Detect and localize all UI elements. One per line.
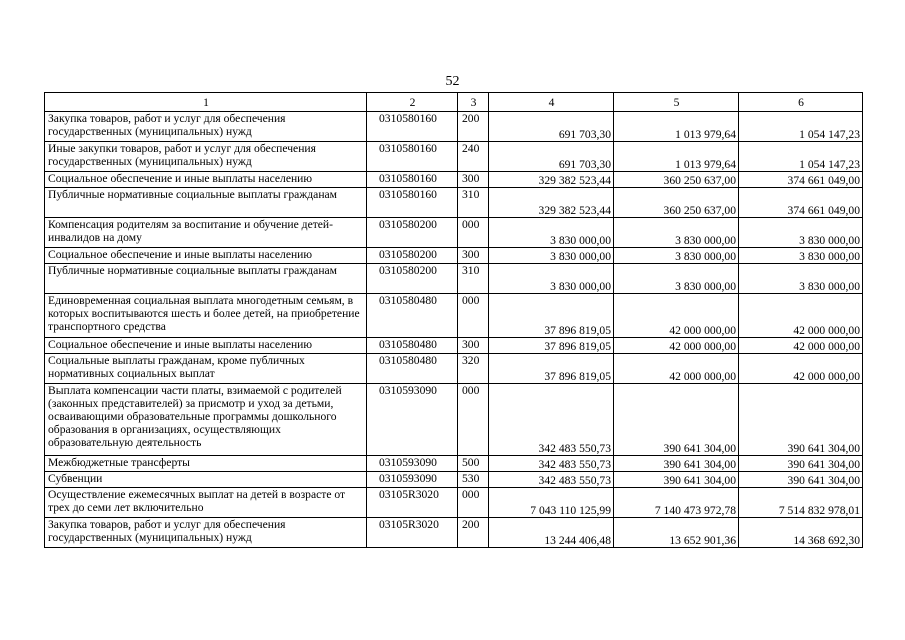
- target-code: 0310580200: [367, 218, 458, 248]
- header-row: [45, 93, 863, 112]
- row-label: Осуществление ежемесячных выплат на детей в возрасте от трех до семи лет включительно: [45, 488, 367, 518]
- target-code: 0310580160: [367, 142, 458, 172]
- table-row: [45, 338, 863, 354]
- expense-type-code: 300: [458, 248, 489, 264]
- amount-year-3: 3 830 000,00: [739, 248, 863, 264]
- column-header: 3: [458, 93, 489, 112]
- amount-year-3: 42 000 000,00: [739, 294, 863, 338]
- amount-year-1: 3 830 000,00: [489, 264, 614, 294]
- expense-type-code: 530: [458, 472, 489, 488]
- expense-type-code: 000: [458, 488, 489, 518]
- table-row: [45, 294, 863, 338]
- expense-type-code: 000: [458, 218, 489, 248]
- table-row: [45, 248, 863, 264]
- amount-year-1: 329 382 523,44: [489, 172, 614, 188]
- amount-year-2: 360 250 637,00: [614, 188, 739, 218]
- table-row: [45, 172, 863, 188]
- amount-year-2: 13 652 901,36: [614, 518, 739, 548]
- amount-year-1: 691 703,30: [489, 112, 614, 142]
- target-code: 0310580480: [367, 338, 458, 354]
- row-label: Субвенции: [45, 472, 367, 488]
- amount-year-1: 342 483 550,73: [489, 384, 614, 456]
- amount-year-2: 1 013 979,64: [614, 112, 739, 142]
- amount-year-3: 14 368 692,30: [739, 518, 863, 548]
- amount-year-1: 3 830 000,00: [489, 218, 614, 248]
- amount-year-3: 390 641 304,00: [739, 384, 863, 456]
- table-row: [45, 142, 863, 172]
- amount-year-3: 374 661 049,00: [739, 188, 863, 218]
- column-header: 1: [45, 93, 367, 112]
- amount-year-1: 7 043 110 125,99: [489, 488, 614, 518]
- expense-type-code: 310: [458, 188, 489, 218]
- amount-year-3: 390 641 304,00: [739, 472, 863, 488]
- row-label: Публичные нормативные социальные выплаты гражданам: [45, 188, 367, 218]
- table-row: [45, 354, 863, 384]
- expense-type-code: 000: [458, 384, 489, 456]
- expense-type-code: 300: [458, 338, 489, 354]
- amount-year-2: 42 000 000,00: [614, 354, 739, 384]
- amount-year-2: 360 250 637,00: [614, 172, 739, 188]
- expense-type-code: 200: [458, 518, 489, 548]
- amount-year-2: 7 140 473 972,78: [614, 488, 739, 518]
- table-row: [45, 472, 863, 488]
- expense-type-code: 200: [458, 112, 489, 142]
- table-row: [45, 518, 863, 548]
- row-label: Межбюджетные трансферты: [45, 456, 367, 472]
- amount-year-1: 329 382 523,44: [489, 188, 614, 218]
- table-row: [45, 488, 863, 518]
- column-header: 6: [739, 93, 863, 112]
- amount-year-1: 37 896 819,05: [489, 294, 614, 338]
- amount-year-2: 3 830 000,00: [614, 218, 739, 248]
- amount-year-1: 3 830 000,00: [489, 248, 614, 264]
- row-label: Иные закупки товаров, работ и услуг для обеспечения государственных (муниципальных) нужд: [45, 142, 367, 172]
- amount-year-3: 1 054 147,23: [739, 112, 863, 142]
- amount-year-2: 390 641 304,00: [614, 456, 739, 472]
- amount-year-2: 390 641 304,00: [614, 384, 739, 456]
- target-code: 0310580160: [367, 112, 458, 142]
- amount-year-2: 42 000 000,00: [614, 294, 739, 338]
- expense-type-code: 000: [458, 294, 489, 338]
- table-row: [45, 384, 863, 456]
- target-code: 0310580160: [367, 188, 458, 218]
- column-header: 4: [489, 93, 614, 112]
- amount-year-1: 37 896 819,05: [489, 338, 614, 354]
- row-label: Закупка товаров, работ и услуг для обеспечения государственных (муниципальных) нужд: [45, 112, 367, 142]
- amount-year-1: 13 244 406,48: [489, 518, 614, 548]
- expense-type-code: 310: [458, 264, 489, 294]
- row-label: Закупка товаров, работ и услуг для обеспечения государственных (муниципальных) нужд: [45, 518, 367, 548]
- expense-type-code: 320: [458, 354, 489, 384]
- amount-year-2: 390 641 304,00: [614, 472, 739, 488]
- table-row: [45, 264, 863, 294]
- amount-year-3: 42 000 000,00: [739, 354, 863, 384]
- amount-year-3: 3 830 000,00: [739, 264, 863, 294]
- target-code: 0310580160: [367, 172, 458, 188]
- amount-year-3: 42 000 000,00: [739, 338, 863, 354]
- expense-type-code: 500: [458, 456, 489, 472]
- amount-year-2: 1 013 979,64: [614, 142, 739, 172]
- target-code: 0310580200: [367, 264, 458, 294]
- amount-year-1: 37 896 819,05: [489, 354, 614, 384]
- row-label: Социальное обеспечение и иные выплаты населению: [45, 338, 367, 354]
- target-code: 03105R3020: [367, 518, 458, 548]
- row-label: Социальное обеспечение и иные выплаты населению: [45, 172, 367, 188]
- budget-table: [44, 92, 863, 548]
- amount-year-2: 3 830 000,00: [614, 248, 739, 264]
- amount-year-1: 342 483 550,73: [489, 472, 614, 488]
- amount-year-3: 374 661 049,00: [739, 172, 863, 188]
- table-row: [45, 112, 863, 142]
- amount-year-2: 3 830 000,00: [614, 264, 739, 294]
- amount-year-3: 1 054 147,23: [739, 142, 863, 172]
- column-header: 2: [367, 93, 458, 112]
- column-header: 5: [614, 93, 739, 112]
- page-number: 52: [445, 74, 460, 89]
- target-code: 03105R3020: [367, 488, 458, 518]
- amount-year-2: 42 000 000,00: [614, 338, 739, 354]
- amount-year-1: 691 703,30: [489, 142, 614, 172]
- expense-type-code: 300: [458, 172, 489, 188]
- table-row: [45, 456, 863, 472]
- table-row: [45, 218, 863, 248]
- row-label: Выплата компенсации части платы, взимаемой с родителей (законных представителей) за присмотр и уход за детьми, осваивающими образовательные программы дошкольного образования в организациях, осуществляющих образовательную деятельность: [45, 384, 367, 456]
- target-code: 0310593090: [367, 456, 458, 472]
- amount-year-3: 390 641 304,00: [739, 456, 863, 472]
- row-label: Компенсация родителям за воспитание и обучение детей-инвалидов на дому: [45, 218, 367, 248]
- row-label: Единовременная социальная выплата многодетным семьям, в которых воспитываются шесть и более детей, на приобретение транспортного средства: [45, 294, 367, 338]
- target-code: 0310580200: [367, 248, 458, 264]
- expense-type-code: 240: [458, 142, 489, 172]
- amount-year-3: 7 514 832 978,01: [739, 488, 863, 518]
- row-label: Социальные выплаты гражданам, кроме публичных нормативных социальных выплат: [45, 354, 367, 384]
- row-label: Социальное обеспечение и иные выплаты населению: [45, 248, 367, 264]
- target-code: 0310593090: [367, 384, 458, 456]
- target-code: 0310593090: [367, 472, 458, 488]
- amount-year-3: 3 830 000,00: [739, 218, 863, 248]
- row-label: Публичные нормативные социальные выплаты гражданам: [45, 264, 367, 294]
- table-row: [45, 188, 863, 218]
- amount-year-1: 342 483 550,73: [489, 456, 614, 472]
- target-code: 0310580480: [367, 294, 458, 338]
- target-code: 0310580480: [367, 354, 458, 384]
